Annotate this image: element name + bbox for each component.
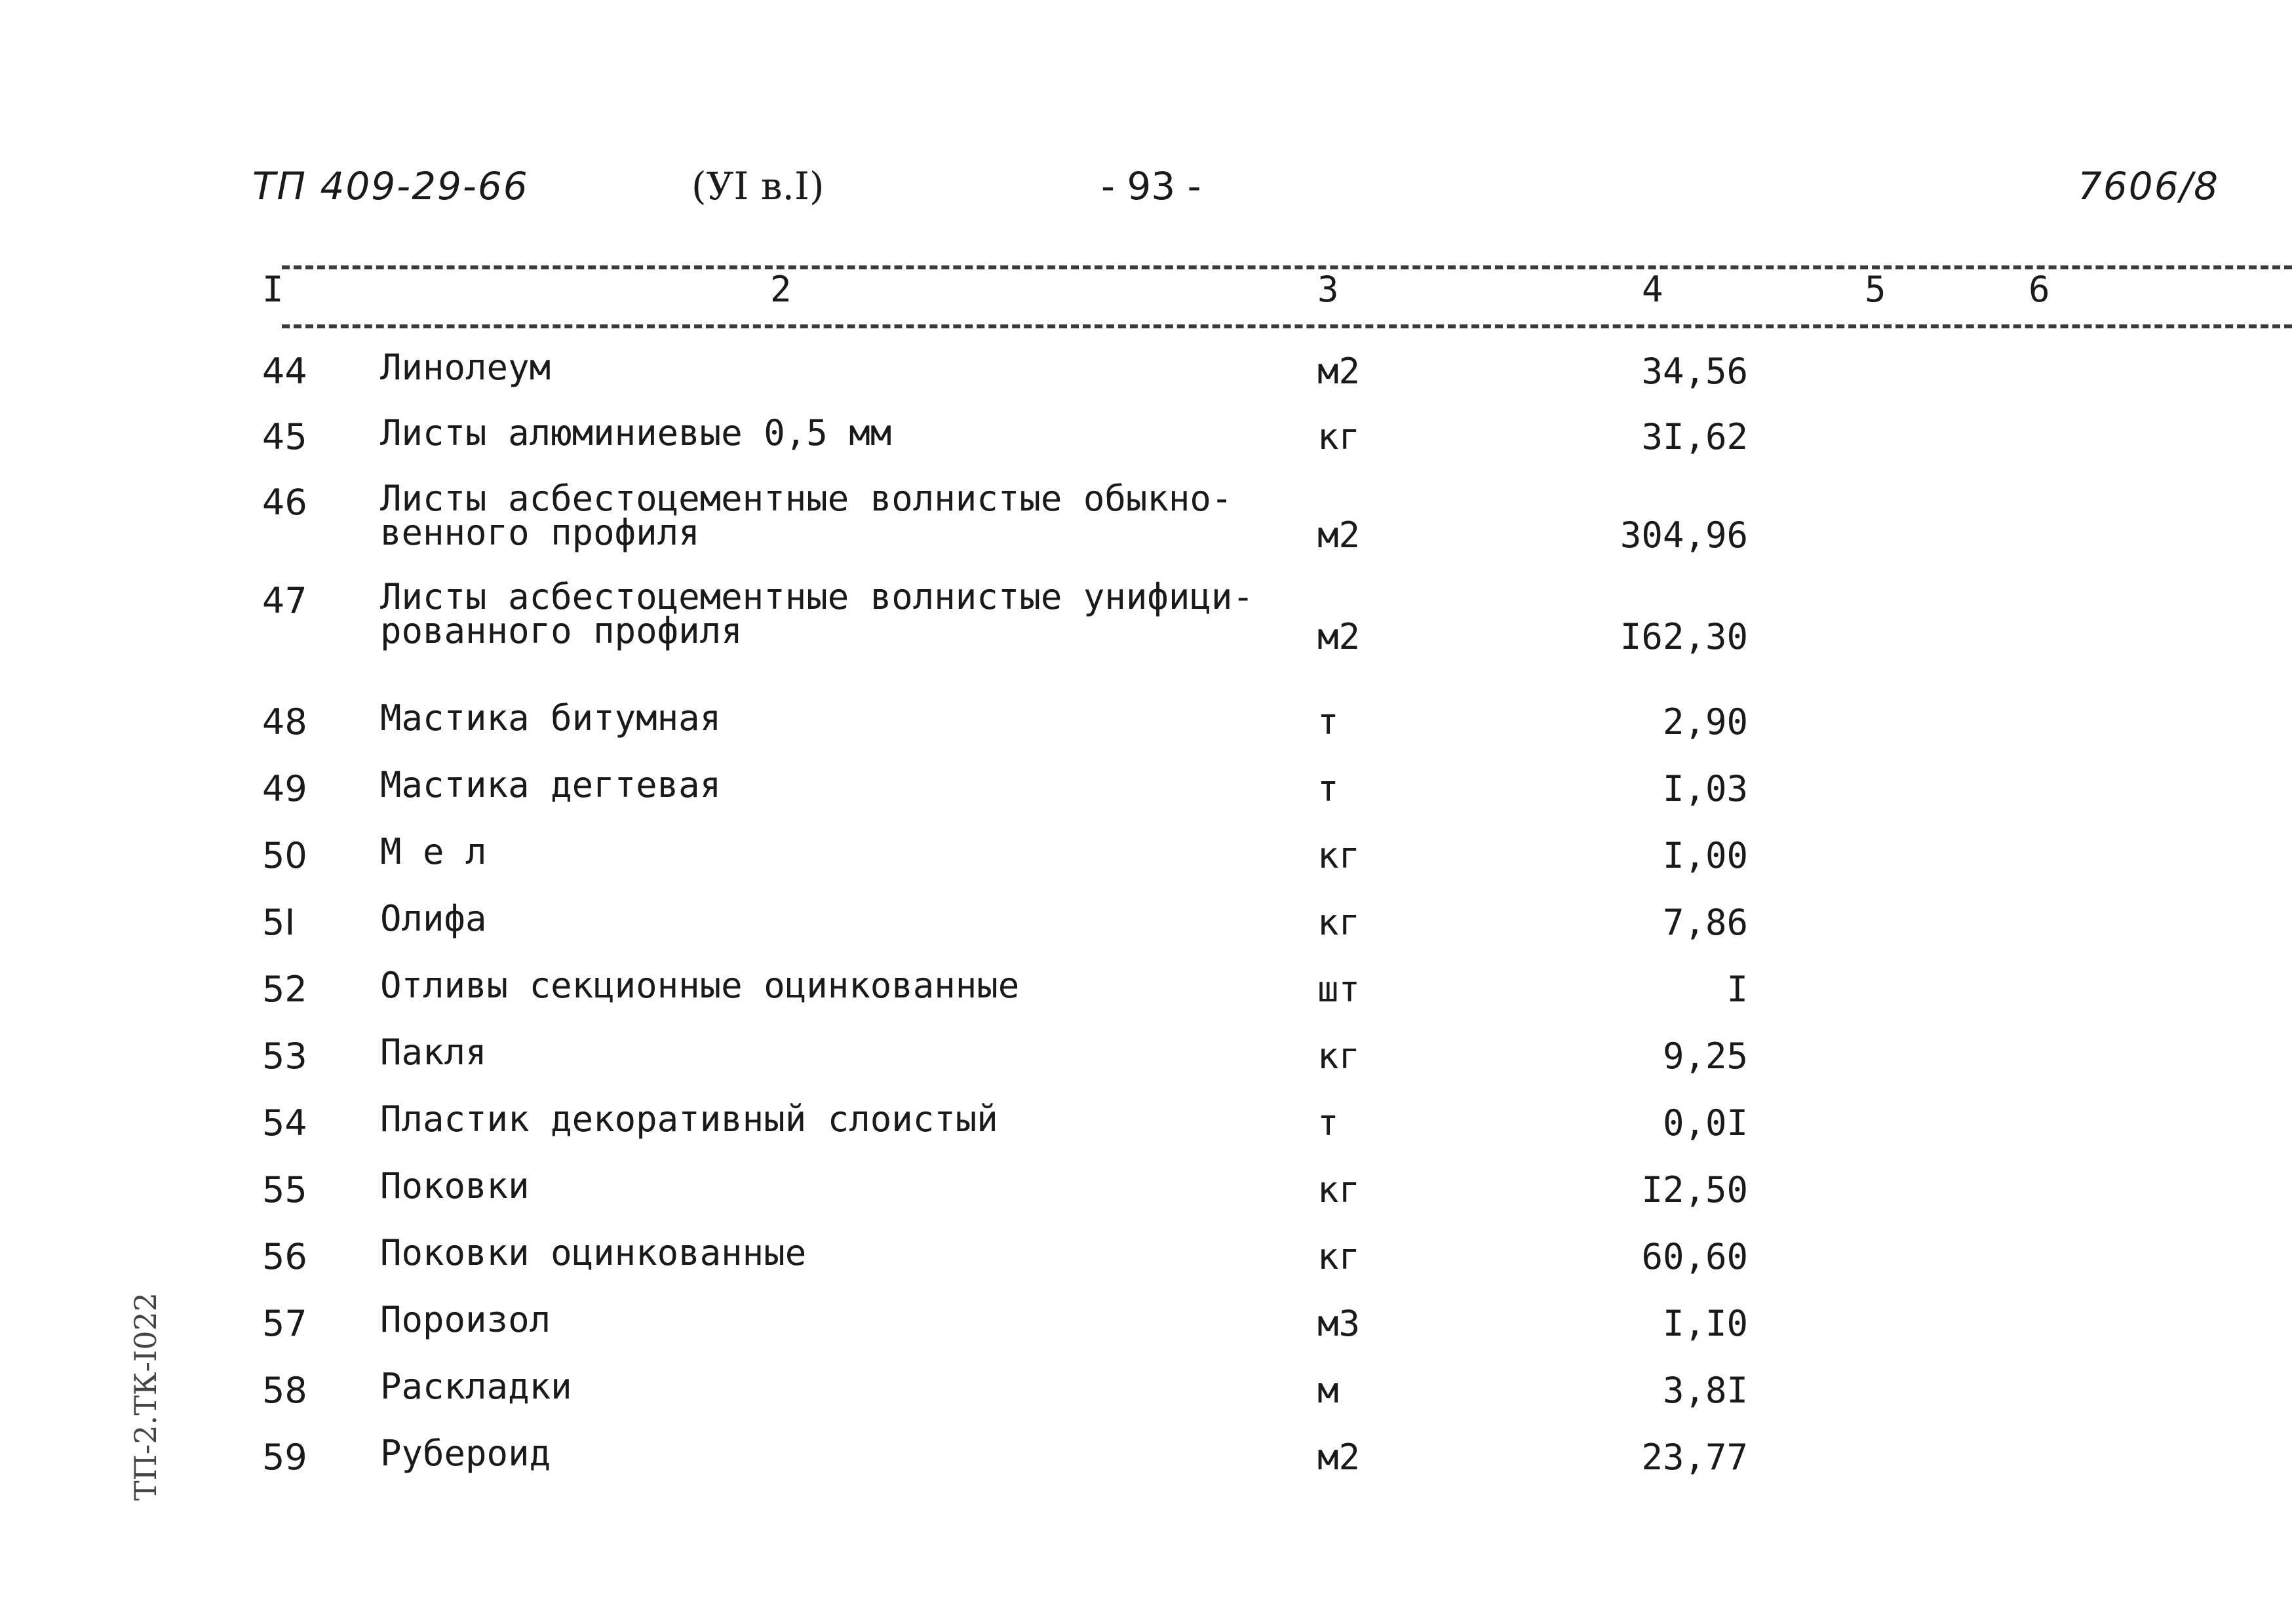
quantity: I bbox=[1726, 969, 1748, 1010]
quantity: I2,50 bbox=[1641, 1169, 1748, 1210]
material-name: Линолеум bbox=[380, 347, 551, 388]
row-number: 52 bbox=[262, 969, 307, 1010]
material-name: Пакля bbox=[380, 1032, 487, 1073]
unit: м3 bbox=[1317, 1303, 1361, 1344]
quantity: I,03 bbox=[1662, 768, 1748, 809]
unit: м2 bbox=[1317, 616, 1361, 657]
quantity: I,I0 bbox=[1662, 1303, 1748, 1344]
material-name: Олифа bbox=[380, 898, 487, 939]
row-number: 46 bbox=[262, 482, 307, 523]
unit: т bbox=[1317, 701, 1339, 743]
quantity: 0,0I bbox=[1662, 1102, 1748, 1144]
row-number: 53 bbox=[262, 1035, 307, 1077]
column-number: I bbox=[262, 269, 284, 310]
material-name: Рубероид bbox=[380, 1433, 551, 1474]
quantity: 304,96 bbox=[1620, 514, 1748, 556]
column-number: 3 bbox=[1317, 269, 1339, 310]
row-number: 5I bbox=[262, 902, 296, 943]
material-name: Листы алюминиевые 0,5 мм bbox=[380, 412, 892, 454]
quantity: I,00 bbox=[1662, 835, 1748, 876]
row-number: 59 bbox=[262, 1437, 307, 1478]
page-number: - 93 - bbox=[1101, 164, 1201, 208]
column-number: 2 bbox=[770, 269, 792, 310]
inventory-number: 7606/8 bbox=[2078, 164, 2220, 208]
material-name: Мастика дегтевая bbox=[380, 764, 722, 805]
material-name: Пластик декоративный слоистый bbox=[380, 1098, 998, 1140]
row-number: 47 bbox=[262, 580, 307, 621]
unit: кг bbox=[1317, 1035, 1361, 1077]
column-number: 4 bbox=[1642, 269, 1663, 310]
unit: т bbox=[1317, 768, 1339, 809]
unit: т bbox=[1317, 1102, 1339, 1144]
unit: кг bbox=[1317, 1236, 1361, 1277]
unit: м2 bbox=[1317, 514, 1361, 556]
row-number: 49 bbox=[262, 768, 307, 809]
volume-label: (УI в.I) bbox=[691, 164, 825, 208]
material-name: М е л bbox=[380, 831, 487, 872]
quantity: 3,8I bbox=[1662, 1370, 1748, 1411]
row-number: 58 bbox=[262, 1370, 307, 1411]
unit: м2 bbox=[1317, 1437, 1361, 1478]
material-name: Поковки bbox=[380, 1165, 530, 1207]
quantity: 2,90 bbox=[1662, 701, 1748, 743]
unit: м bbox=[1317, 1370, 1339, 1411]
row-number: 48 bbox=[262, 701, 307, 743]
quantity: 34,56 bbox=[1641, 351, 1748, 392]
quantity: I62,30 bbox=[1620, 616, 1748, 657]
row-number: 55 bbox=[262, 1169, 307, 1210]
material-name: Отливы секционные оцинкованные bbox=[380, 965, 1020, 1006]
column-number: 5 bbox=[1865, 269, 1886, 310]
row-number: 54 bbox=[262, 1102, 307, 1144]
unit: кг bbox=[1317, 1169, 1361, 1210]
row-number: 45 bbox=[262, 416, 307, 457]
side-archive-code: ТП-2.ТК-I022 bbox=[128, 1292, 163, 1501]
quantity: 3I,62 bbox=[1641, 416, 1748, 457]
quantity: 60,60 bbox=[1641, 1236, 1748, 1277]
quantity: 7,86 bbox=[1662, 902, 1748, 943]
unit: шт bbox=[1317, 969, 1361, 1010]
material-name: Пороизол bbox=[380, 1299, 551, 1340]
unit: кг bbox=[1317, 902, 1361, 943]
row-number: 44 bbox=[262, 351, 307, 392]
row-number: 50 bbox=[262, 835, 307, 876]
header-divider-bottom bbox=[282, 324, 2292, 328]
unit: кг bbox=[1317, 835, 1361, 876]
header-divider-top bbox=[282, 265, 2292, 269]
quantity: 23,77 bbox=[1641, 1437, 1748, 1478]
column-number: 6 bbox=[2029, 269, 2050, 310]
material-name: Поковки оцинкованные bbox=[380, 1232, 807, 1273]
quantity: 9,25 bbox=[1662, 1035, 1748, 1077]
unit: м2 bbox=[1317, 351, 1361, 392]
unit: кг bbox=[1317, 416, 1361, 457]
material-name: Листы асбестоцементные волнистые обыкно- венного профиля bbox=[380, 478, 1233, 553]
material-name: Раскладки bbox=[380, 1366, 572, 1407]
material-name: Мастика битумная bbox=[380, 697, 722, 739]
doc-code: ТП 409-29-66 bbox=[252, 164, 529, 208]
row-number: 56 bbox=[262, 1236, 307, 1277]
material-name: Листы асбестоцементные волнистые унифици- рованного профиля bbox=[380, 576, 1254, 651]
row-number: 57 bbox=[262, 1303, 307, 1344]
